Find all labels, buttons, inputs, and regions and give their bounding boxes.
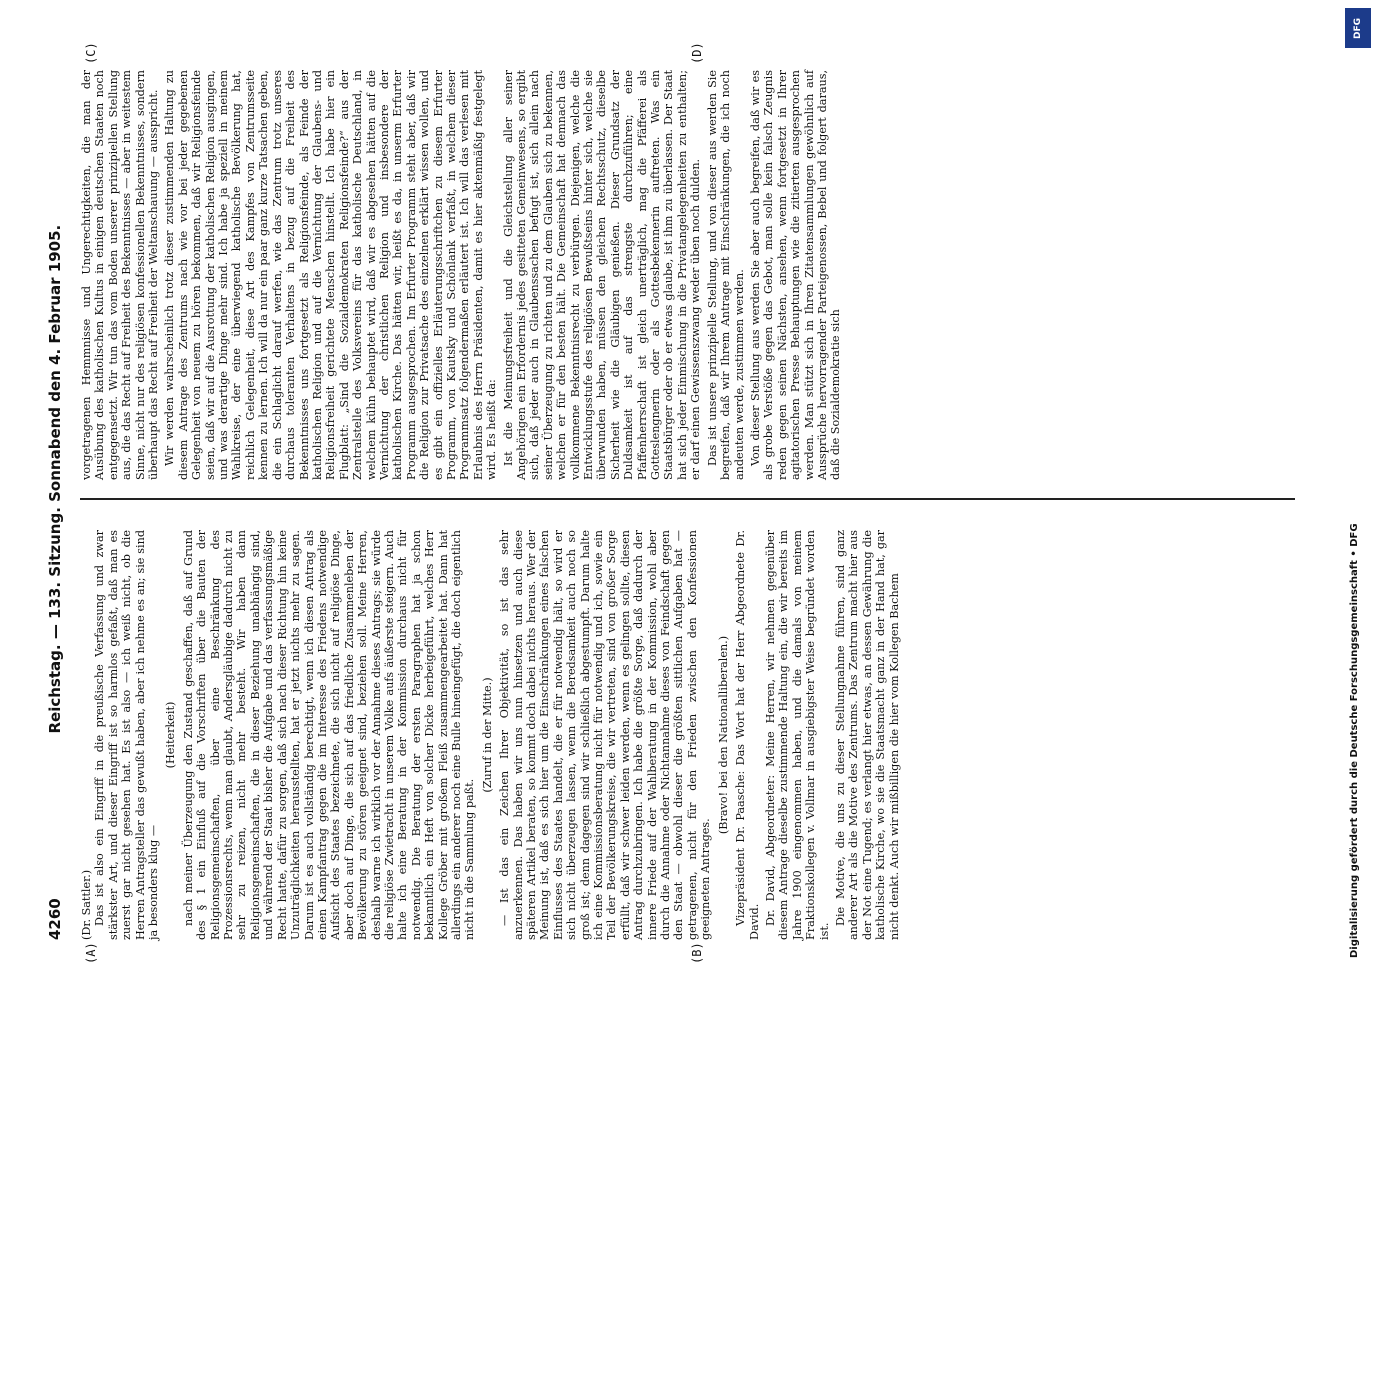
- paragraph: Von dieser Stellung aus werden Sie aber auch begreifen, daß wir es als grobe Verstöße gegen das Gebot, man solle kein falsch Zeugnis reden gegen seinen Nächsten, ansehen, wenn fortgesetzt in Ihrer agitatorischen Presse Behauptungen wie die zitierten ausgesprochen werden. Man stützt sich in Ihren Zitatensammlungen gewöhnlich auf Aussprüche hervorragender Parteigenossen, Bebel und folgert daraus, daß die Sozialdemokratie sich: [748, 70, 843, 480]
- paragraph: Vizepräsident Dr. Paasche: Das Wort hat der Herr Abgeordnete Dr. David.: [734, 530, 761, 940]
- speaker-tag: (Dr. Sattler.): [80, 869, 93, 940]
- paragraph: nach meiner Überzeugung den Zustand geschaffen, daß auf Grund des § 1 ein Einfluß auf die Vorschriften über die Bauten der Religionsgemeinschaften, über eine Beschränkung des Prozessionsrechts, wenn man glaubt, Andersgläubige dadurch nicht zu sehr zu reizen, nicht mehr besteht. Wir haben dann Religionsgemeinschaften, die in dieser Beziehung unabhängig sind, und während der Staat bisher die Aufgabe und das verfassungsmäßige Recht hatte, dafür zu sorgen, daß sich nach dieser Richtung hin keine Unzuträglichkeiten herausstellten, hat er jetzt nichts mehr zu sagen. Darum ist es auch vollständig berechtigt, wenn ich diesen Antrag als einen Kampfantrag gegen die im Interesse des Friedens notwendige Aufsicht des Staates bezeichnete, die sich nicht auf religiöse Dinge, aber doch auf Dinge, die sich auf das friedliche Zusammenleben der Bevölkerung zu stören geeignet sind, beziehen soll. Meine Herren, deshalb warne ich wirklich vor der Annahme dieses Antrags; sie würde die religiöse Zwietracht in unserem Volke aufs äußerste steigern. Auch halte ich eine Beratung in der Kommission durchaus nicht für notwendig. Die Beratung der ersten Paragraphen hat ja schon bekanntlich ein Heft von solcher Dicke herbeigeführt, welches Herr Kollege Gröber mit großem Fleiß zusammengearbeitet hat. Dann hat allerdings ein anderer noch eine Bulle hineingefügt, die doch eigentlich nicht in die Sammlung paßt.: [181, 530, 477, 940]
- interjection: (Zuruf in der Mitte.): [480, 677, 494, 793]
- page-number: 4260: [46, 898, 64, 940]
- paragraph: — Ist das ein Zeichen Ihrer Objektivität, so ist das sehr anzuerkennen. Das haben wir uns nun hinsetzen und auch diese späteren Artikel beraten, so kommt doch dabei nichts heraus. Wer der Meinung ist, daß es sich hier um die Einschränkungen eines falschen Einflusses des Staates handelt, die er für notwendig hält, so wird er sich nicht überzeugen lassen, wenn die Beredsamkeit auch noch so groß ist; denn dagegen sind wir schließlich abgestumpft. Darum halte ich eine Kommissionsberatung nicht für notwendig und ich, sowie ein Teil der Bevölkerungskreise, die wir vertreten, sind von großer Sorge erfüllt, daß wir schwer leiden werden, wenn es gelingen sollte, diesen Antrag durchzubringen. Ich habe die größte Sorge, daß dadurch der innere Friede auf der Wahlberatung in der Kommission, wohl aber durch die Annahme oder Nichtannahme dieses von Feindschaft gegen den Staat — obwohl dieser die größten sittlichen Aufgaben hat — getragenen, nicht für den Frieden zwischen den Konfessionen geeigneten Antrages.: [498, 530, 713, 940]
- paragraph: Das ist unsere prinzipielle Stellung, und von dieser aus werden Sie begreifen, daß wir Ihrem Antrage mit Einschränkungen, die ich noch andeuten werde, zustimmen werden.: [705, 70, 746, 480]
- paragraph: Wir werden wahrscheinlich trotz dieser zustimmenden Haltung zu diesem Antrage des Zentrums nach wie vor bei jeder gegebenen Gelegenheit von neuem zu hören bekommen, daß wir Religionsfeinde seien, daß wir auf die Ausrottung der katholischen Religion ausgingen, und was derartige Dinge mehr sind. Ich habe ja speziell in meinem Wahlkreise, der eine überwiegend katholische Bevölkerung hat, reichlich Gelegenheit, diese Art des Kampfes von Zentrumsseite kennen zu lernen. Ich will da nur ein paar ganz kurze Tatsachen geben, die ein Schlaglicht darauf werfen, wie das Zentrum trotz unseres durchaus toleranten Verhaltens in bezug auf die Freiheit des Bekenntnisses uns fortgesetzt als Religionsfeinde, als Feinde der katholischen Religion und auf die Vernichtung der Glaubens- und Religionsfreiheit gerichtete Menschen hinstellt. Ich habe hier ein Flugblatt: „Sind die Sozialdemokraten Religionsfeinde?“ aus der Zentralstelle des Volksvereins für das katholische Deutschland, in welchem kühn behauptet wird, daß wir es abgesehen hätten auf die Vernichtung der christlichen Religion und insbesondere der katholischen Kirche. Das hätten wir, heißt es da, in unserm Erfurter Programm ausgesprochen. Im Erfurter Programm steht aber, daß wir die Religion zur Privatsache des einzelnen erklärt wissen wollen, und es gibt ein offizielles Erläuterungsschriftchen zu diesem Erfurter Programm, von Kautsky und Schönlank verfaßt, in welchem dieser Programmsatz folgendermaßen erläutert ist. Ich will das verlesen mit Erlaubnis des Herrn Präsidenten, damit es hier aktenmäßig festgelegt wird. Es heißt da:: [163, 70, 499, 480]
- margin-marker-d: (D): [690, 42, 704, 64]
- margin-marker-a: (A): [84, 942, 98, 964]
- margin-marker-b: (B): [690, 942, 704, 964]
- digitization-credit: [1345, 8, 1375, 992]
- page-content: [40, 42, 1323, 964]
- paragraph: Dr. David, Abgeordneter: Meine Herren, wir nehmen gegenüber diesem Antrage dieselbe zustimmende Haltung ein, die wir bereits im Jahre 1900 eingenommen haben, und die damals von meinem Fraktionskollegen v. Vollmar in ausgiebigster Weise begründet worden ist.: [763, 530, 831, 940]
- interjection: (Bravo! bei den Nationalliberalen.): [716, 635, 730, 835]
- dfg-logo: DFG: [1345, 8, 1371, 48]
- running-header: [40, 60, 70, 940]
- credit-text: Digitalisierung gefördert durch die Deutsche Forschungsgemeinschaft • DFG: [1349, 523, 1360, 958]
- paragraph: vorgetragenen Hemmnisse und Ungerechtigkeiten, die man der Ausübung des katholischen Kultus in einigen deutschen Staaten noch entgegensetzt. Wir tun das vom Boden unserer prinzipiellen Stellung aus, die das Recht auf Freiheit des Bekenntnisses — aber in weitestem Sinne, nicht nur des religiösen konfessionellen Bekenntnisses, sondern überhaupt das Recht auf Freiheit der Weltanschauung — ausspricht.: [80, 70, 161, 480]
- margin-marker-c: (C): [84, 42, 98, 64]
- paragraph: Die Motive, die uns zu dieser Stellungnahme führen, sind ganz anderer Art als die Motive des Zentrums. Das Zentrum macht hier aus der Not eine Tugend; es verlangt hier etwas, an dessen Gewährung die katholische Kirche, wo sie die Staatsmacht ganz in der Hand hat, gar nicht denkt. Auch wir mißbilligen die hier vom Kollegen Bachem: [833, 530, 901, 940]
- page-title: Reichstag. — 133. Sitzung. Sonnabend den 4. Februar 1905.: [46, 224, 64, 734]
- quotation: Ist die Meinungsfreiheit und die Gleichstellung aller seiner Angehörigen ein Erfordernis jedes gesitteten Gemeinwesens, so ergibt sich, daß jeder auch in Glaubenssachen befugt ist, sich allein nach seiner Überzeugung zu richten und zu dem Glauben sich zu bekennen, welchen er für den besten hält. Die Gemeinschaft hat demnach das vollkommene Bekenntnisrecht zu verbürgen. Diejenigen, welche die Entwicklungsstufe des religiösen Bewußtseins hinter sich, welche sie überwunden haben, müssen den gleichen Rechtsschutz, dieselbe Sicherheit wie die Gläubigen genießen. Dieser Grundsatz der Duldsamkeit ist auf das strengste durchzuführen; eine Pfaffenherrschaft ist gleich unerträglich, mag die Pfäfferei als Gotteslengnerin oder als Gottesbekennerin auftreten. Was ein Staatsbürger oder ob er etwas glaube, ist ihm zu überlassen. Der Staat hat sich jeder Einmischung in die Privatangelegenheiten zu enthalten; er darf einen Gewissenszwang weder üben noch dulden.: [501, 70, 703, 480]
- interjection: (Heiterkeit): [164, 701, 178, 769]
- right-column: [80, 70, 846, 480]
- column-divider: [80, 498, 1295, 500]
- left-column: [80, 530, 904, 940]
- paragraph: Das ist also ein Eingriff in die preußische Verfassung und zwar stärkster Art, und dieser Eingriff ist so harmlos gefaßt, daß man es zuerst gar nicht gesehen hat. Es ist also — ich weiß nicht, ob die Herren Antragsteller das gewußt haben, aber ich nehme es an; sie sind ja besonders klug —: [93, 530, 161, 940]
